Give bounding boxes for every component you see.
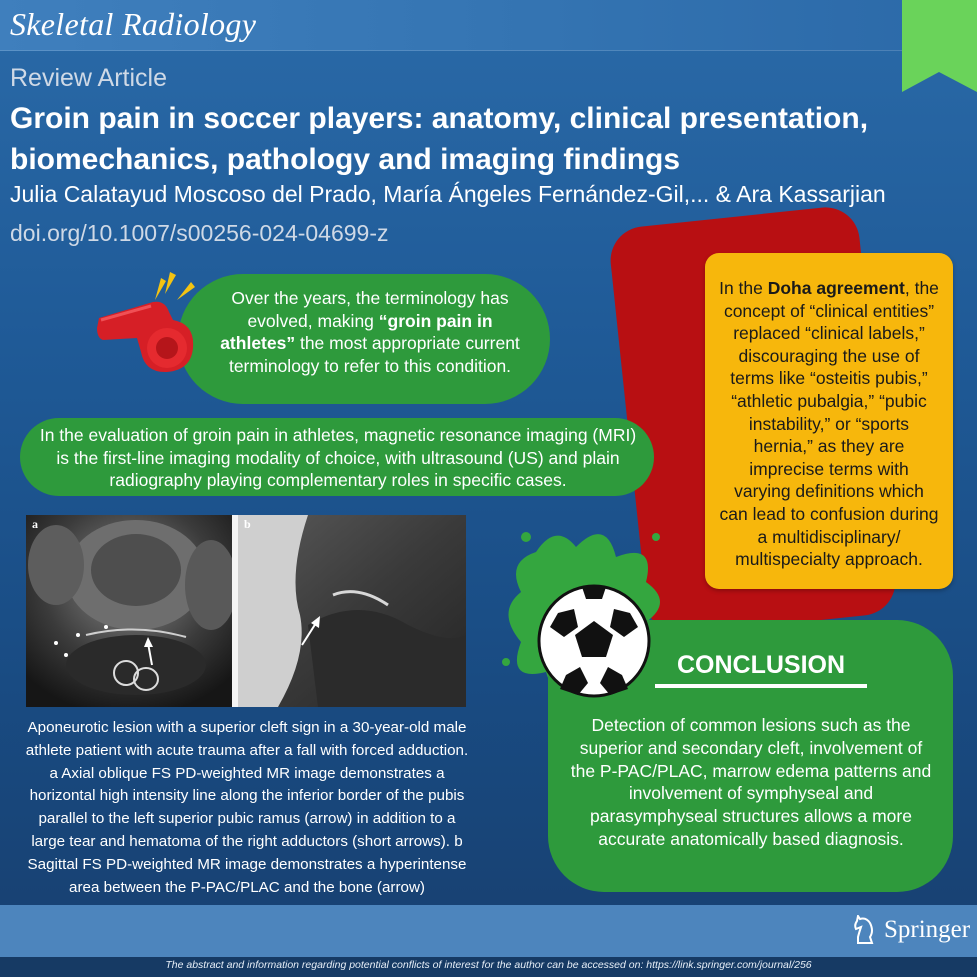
mri-panel-a-image (26, 515, 232, 707)
conclusion-heading: CONCLUSION (676, 651, 846, 679)
journal-title: Skeletal Radiology (10, 6, 257, 42)
springer-logo[interactable] (852, 913, 970, 947)
terminology-text: Over the years, the terminology has evolved, making “groin pain in athletes” the most appropriate current terminology to refer to this condition. (220, 288, 520, 376)
conclusion-underline (655, 684, 867, 688)
soccer-ball-icon (536, 583, 652, 699)
springer-chess-knight-icon (852, 915, 878, 945)
conclusion-text: Detection of common lesions such as the superior and secondary cleft, involvement of the P-PAC/PLAC, marrow edema patterns and involvement of symphyseal and parasymphyseal structures allows a more accurate anatomically based diagnosis. (570, 715, 932, 849)
article-title: Groin pain in soccer players: anatomy, clinical presentation, biomechanics, pathology and imaging findings (10, 102, 869, 176)
doha-agreement-card (705, 253, 953, 589)
panel-b-label: b (244, 517, 251, 531)
article-type: Review Article (10, 64, 167, 92)
footer-band (0, 905, 977, 957)
doi-link[interactable]: doi.org/10.1007/s00256-024-04699-z (10, 220, 389, 246)
mri-figure (26, 515, 466, 707)
whistle-icon (95, 272, 215, 382)
mri-panel-b-image (238, 515, 466, 707)
springer-wordmark: Springer (884, 916, 971, 943)
doha-agreement-text: In the Doha agreement, the concept of “clinical entities” replaced “clinical labels,” discouraging the use of terms like “osteitis pubis,” “athletic pubalgia,” “pubic instability,” or “sports hernia,” as they are imprecise terms with varying definitions which can lead to confusion during a multidisciplinary/ multispecialty approach. (719, 278, 939, 570)
figure-caption: Aponeurotic lesion with a superior cleft sign in a 30-year-old male athlete patient with acute trauma after a fall with forced adduction. a Axial oblique FS PD-weighted MR image demonstrates a horizontal high intensity line along the inferior border of the pubis parallel to the left superior pubic ramus (arrow) in addition to a large tear and hematoma of the right adductors (short arrows). b Sagittal FS PD-weighted MR image demonstrates a hyperintense area between the P-PAC/PLAC and the bone (arrow) (25, 719, 469, 896)
author-list: Julia Calatayud Moscoso del Prado, María Ángeles Fernández-Gil,... & Ara Kassarjian (10, 181, 886, 207)
panel-a-label: a (32, 517, 38, 531)
footer-disclaimer: The abstract and information regarding potential conflicts of interest for the author can be accessed on: https://link.springer.com/journal/256 (165, 959, 812, 971)
bookmark-icon (902, 0, 977, 92)
mri-text: In the evaluation of groin pain in athletes, magnetic resonance imaging (MRI) is the first-line imaging modality of choice, with ultrasound (US) and plain radiography playing complementary roles in specific cases. (39, 425, 637, 490)
